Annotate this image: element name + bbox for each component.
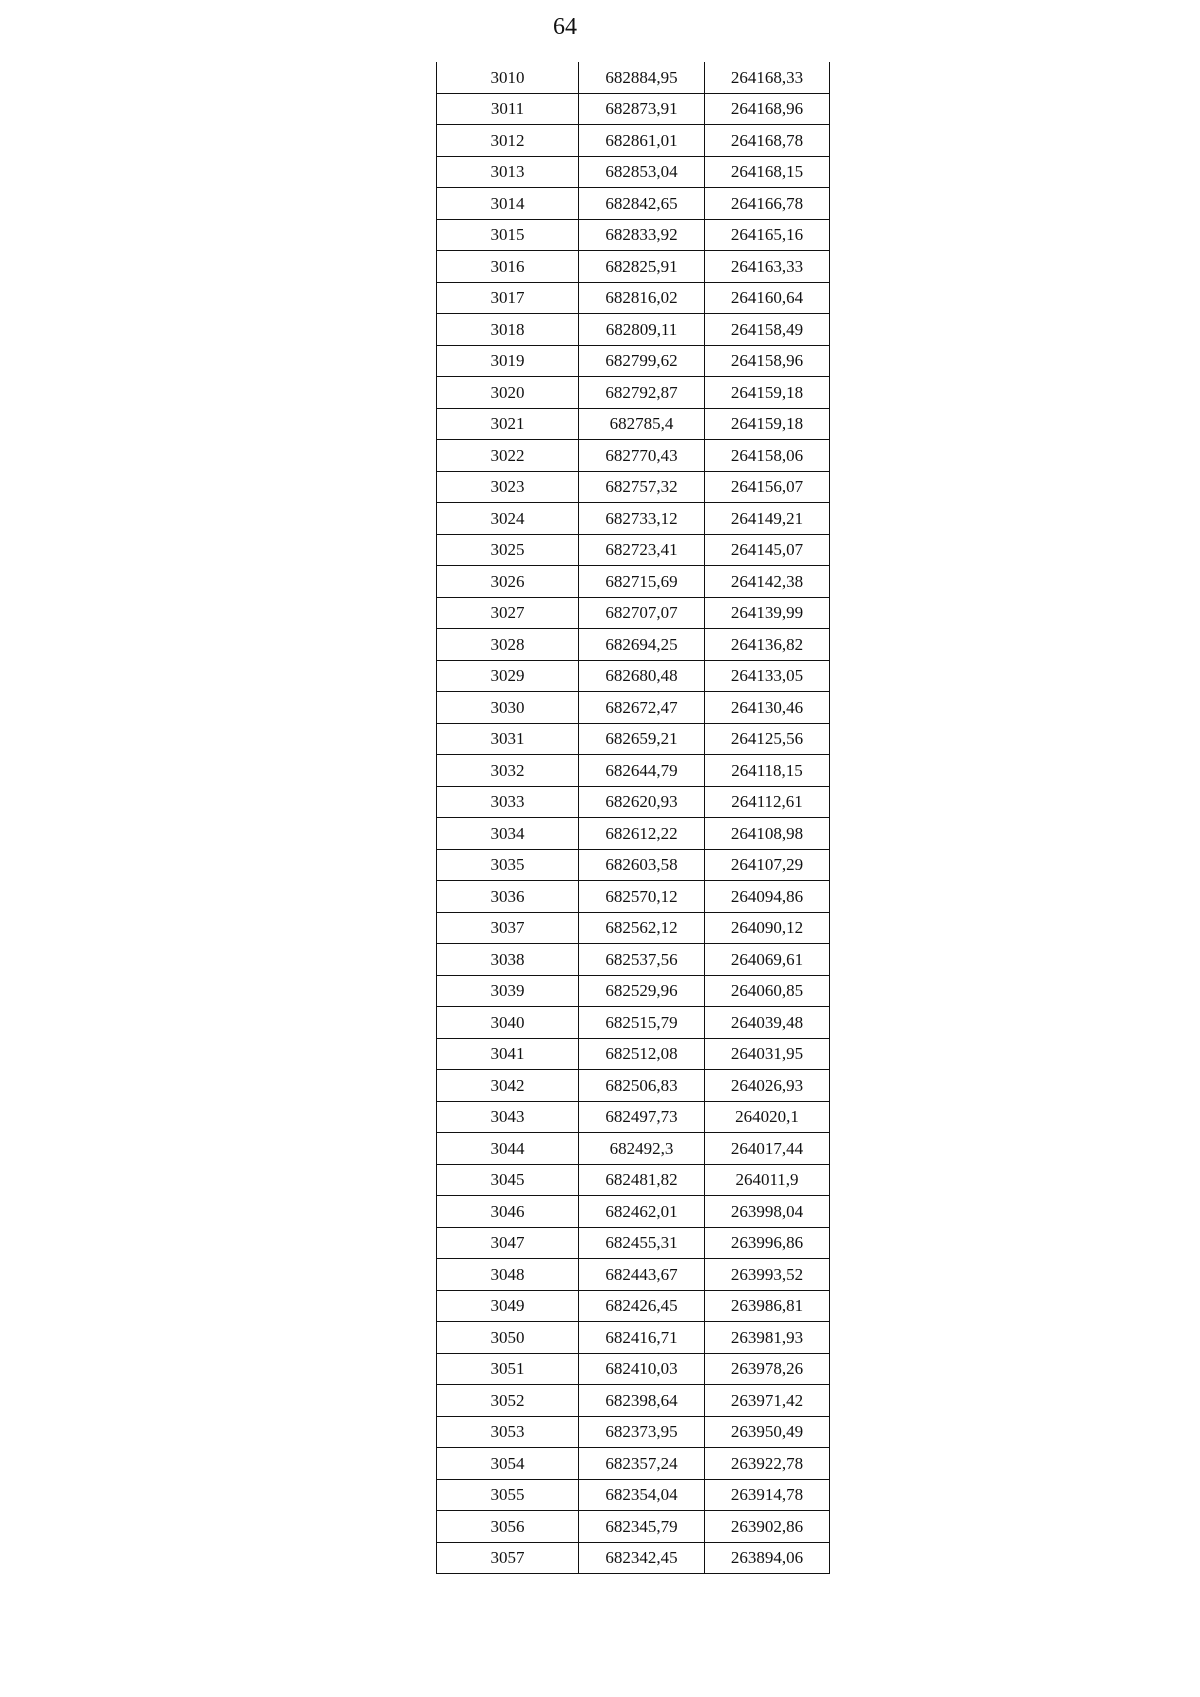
y-coordinate-cell: 264094,86 <box>705 881 830 913</box>
y-coordinate-cell: 264107,29 <box>705 849 830 881</box>
x-coordinate-cell: 682853,04 <box>579 156 705 188</box>
table-row <box>437 1070 830 1102</box>
x-coordinate-cell: 682825,91 <box>579 251 705 283</box>
x-coordinate-cell: 682659,21 <box>579 723 705 755</box>
point-number-cell: 3022 <box>437 440 579 472</box>
x-coordinate-cell: 682410,03 <box>579 1353 705 1385</box>
x-coordinate-cell: 682770,43 <box>579 440 705 472</box>
table-row <box>437 975 830 1007</box>
x-coordinate-cell: 682345,79 <box>579 1511 705 1543</box>
table-row <box>437 755 830 787</box>
table-row <box>437 503 830 535</box>
y-coordinate-cell: 264060,85 <box>705 975 830 1007</box>
table-row <box>437 1196 830 1228</box>
table-row <box>437 912 830 944</box>
x-coordinate-cell: 682562,12 <box>579 912 705 944</box>
y-coordinate-cell: 263978,26 <box>705 1353 830 1385</box>
point-number-cell: 3020 <box>437 377 579 409</box>
x-coordinate-cell: 682529,96 <box>579 975 705 1007</box>
point-number-cell: 3039 <box>437 975 579 1007</box>
x-coordinate-cell: 682492,3 <box>579 1133 705 1165</box>
point-number-cell: 3047 <box>437 1227 579 1259</box>
x-coordinate-cell: 682455,31 <box>579 1227 705 1259</box>
x-coordinate-cell: 682672,47 <box>579 692 705 724</box>
x-coordinate-cell: 682680,48 <box>579 660 705 692</box>
table-row <box>437 660 830 692</box>
table-row <box>437 1227 830 1259</box>
point-number-cell: 3049 <box>437 1290 579 1322</box>
x-coordinate-cell: 682809,11 <box>579 314 705 346</box>
point-number-cell: 3028 <box>437 629 579 661</box>
y-coordinate-cell: 263922,78 <box>705 1448 830 1480</box>
table-row <box>437 251 830 283</box>
coordinates-table <box>436 62 830 1574</box>
x-coordinate-cell: 682357,24 <box>579 1448 705 1480</box>
point-number-cell: 3057 <box>437 1542 579 1574</box>
table-row <box>437 723 830 755</box>
x-coordinate-cell: 682842,65 <box>579 188 705 220</box>
point-number-cell: 3012 <box>437 125 579 157</box>
y-coordinate-cell: 263971,42 <box>705 1385 830 1417</box>
x-coordinate-cell: 682644,79 <box>579 755 705 787</box>
point-number-cell: 3011 <box>437 93 579 125</box>
table-row <box>437 629 830 661</box>
y-coordinate-cell: 264130,46 <box>705 692 830 724</box>
table-row <box>437 692 830 724</box>
table-row <box>437 1322 830 1354</box>
x-coordinate-cell: 682861,01 <box>579 125 705 157</box>
x-coordinate-cell: 682398,64 <box>579 1385 705 1417</box>
point-number-cell: 3010 <box>437 62 579 93</box>
point-number-cell: 3018 <box>437 314 579 346</box>
x-coordinate-cell: 682506,83 <box>579 1070 705 1102</box>
x-coordinate-cell: 682694,25 <box>579 629 705 661</box>
y-coordinate-cell: 264168,96 <box>705 93 830 125</box>
point-number-cell: 3046 <box>437 1196 579 1228</box>
x-coordinate-cell: 682816,02 <box>579 282 705 314</box>
point-number-cell: 3044 <box>437 1133 579 1165</box>
point-number-cell: 3013 <box>437 156 579 188</box>
y-coordinate-cell: 264090,12 <box>705 912 830 944</box>
point-number-cell: 3048 <box>437 1259 579 1291</box>
table-row <box>437 1542 830 1574</box>
x-coordinate-cell: 682570,12 <box>579 881 705 913</box>
x-coordinate-cell: 682416,71 <box>579 1322 705 1354</box>
y-coordinate-cell: 263902,86 <box>705 1511 830 1543</box>
x-coordinate-cell: 682884,95 <box>579 62 705 93</box>
table-row <box>437 1038 830 1070</box>
point-number-cell: 3019 <box>437 345 579 377</box>
point-number-cell: 3023 <box>437 471 579 503</box>
y-coordinate-cell: 263998,04 <box>705 1196 830 1228</box>
table-row <box>437 408 830 440</box>
point-number-cell: 3038 <box>437 944 579 976</box>
y-coordinate-cell: 264142,38 <box>705 566 830 598</box>
y-coordinate-cell: 264133,05 <box>705 660 830 692</box>
y-coordinate-cell: 264125,56 <box>705 723 830 755</box>
table-row <box>437 314 830 346</box>
point-number-cell: 3034 <box>437 818 579 850</box>
point-number-cell: 3033 <box>437 786 579 818</box>
y-coordinate-cell: 263894,06 <box>705 1542 830 1574</box>
y-coordinate-cell: 264011,9 <box>705 1164 830 1196</box>
point-number-cell: 3027 <box>437 597 579 629</box>
x-coordinate-cell: 682354,04 <box>579 1479 705 1511</box>
point-number-cell: 3017 <box>437 282 579 314</box>
y-coordinate-cell: 263981,93 <box>705 1322 830 1354</box>
x-coordinate-cell: 682833,92 <box>579 219 705 251</box>
table-row <box>437 188 830 220</box>
table-row <box>437 62 830 93</box>
x-coordinate-cell: 682715,69 <box>579 566 705 598</box>
y-coordinate-cell: 264160,64 <box>705 282 830 314</box>
point-number-cell: 3051 <box>437 1353 579 1385</box>
table-row <box>437 345 830 377</box>
point-number-cell: 3024 <box>437 503 579 535</box>
point-number-cell: 3035 <box>437 849 579 881</box>
x-coordinate-cell: 682620,93 <box>579 786 705 818</box>
y-coordinate-cell: 264118,15 <box>705 755 830 787</box>
point-number-cell: 3030 <box>437 692 579 724</box>
y-coordinate-cell: 264039,48 <box>705 1007 830 1039</box>
table-row <box>437 786 830 818</box>
x-coordinate-cell: 682757,32 <box>579 471 705 503</box>
point-number-cell: 3054 <box>437 1448 579 1480</box>
point-number-cell: 3042 <box>437 1070 579 1102</box>
y-coordinate-cell: 264168,33 <box>705 62 830 93</box>
table-row <box>437 471 830 503</box>
x-coordinate-cell: 682443,67 <box>579 1259 705 1291</box>
y-coordinate-cell: 264031,95 <box>705 1038 830 1070</box>
point-number-cell: 3021 <box>437 408 579 440</box>
point-number-cell: 3045 <box>437 1164 579 1196</box>
table-row <box>437 156 830 188</box>
point-number-cell: 3029 <box>437 660 579 692</box>
table-row <box>437 849 830 881</box>
table-row <box>437 1133 830 1165</box>
point-number-cell: 3015 <box>437 219 579 251</box>
table-row <box>437 1353 830 1385</box>
point-number-cell: 3036 <box>437 881 579 913</box>
x-coordinate-cell: 682481,82 <box>579 1164 705 1196</box>
y-coordinate-cell: 264145,07 <box>705 534 830 566</box>
coordinates-table-body <box>437 62 830 1574</box>
point-number-cell: 3037 <box>437 912 579 944</box>
table-row <box>437 566 830 598</box>
y-coordinate-cell: 264149,21 <box>705 503 830 535</box>
table-row <box>437 1007 830 1039</box>
table-row <box>437 1448 830 1480</box>
y-coordinate-cell: 263914,78 <box>705 1479 830 1511</box>
point-number-cell: 3025 <box>437 534 579 566</box>
x-coordinate-cell: 682462,01 <box>579 1196 705 1228</box>
table-row <box>437 534 830 566</box>
point-number-cell: 3050 <box>437 1322 579 1354</box>
x-coordinate-cell: 682612,22 <box>579 818 705 850</box>
x-coordinate-cell: 682373,95 <box>579 1416 705 1448</box>
x-coordinate-cell: 682512,08 <box>579 1038 705 1070</box>
y-coordinate-cell: 263986,81 <box>705 1290 830 1322</box>
point-number-cell: 3056 <box>437 1511 579 1543</box>
point-number-cell: 3052 <box>437 1385 579 1417</box>
y-coordinate-cell: 264112,61 <box>705 786 830 818</box>
y-coordinate-cell: 264168,78 <box>705 125 830 157</box>
y-coordinate-cell: 264069,61 <box>705 944 830 976</box>
x-coordinate-cell: 682515,79 <box>579 1007 705 1039</box>
table-row <box>437 377 830 409</box>
y-coordinate-cell: 263996,86 <box>705 1227 830 1259</box>
x-coordinate-cell: 682799,62 <box>579 345 705 377</box>
point-number-cell: 3041 <box>437 1038 579 1070</box>
y-coordinate-cell: 264159,18 <box>705 377 830 409</box>
x-coordinate-cell: 682537,56 <box>579 944 705 976</box>
y-coordinate-cell: 263950,49 <box>705 1416 830 1448</box>
point-number-cell: 3014 <box>437 188 579 220</box>
point-number-cell: 3016 <box>437 251 579 283</box>
table-row <box>437 944 830 976</box>
x-coordinate-cell: 682497,73 <box>579 1101 705 1133</box>
table-row <box>437 881 830 913</box>
table-row <box>437 93 830 125</box>
y-coordinate-cell: 264020,1 <box>705 1101 830 1133</box>
table-row <box>437 1479 830 1511</box>
table-row <box>437 219 830 251</box>
point-number-cell: 3026 <box>437 566 579 598</box>
point-number-cell: 3040 <box>437 1007 579 1039</box>
table-row <box>437 440 830 472</box>
x-coordinate-cell: 682792,87 <box>579 377 705 409</box>
table-row <box>437 1259 830 1291</box>
y-coordinate-cell: 263993,52 <box>705 1259 830 1291</box>
point-number-cell: 3053 <box>437 1416 579 1448</box>
table-row <box>437 1101 830 1133</box>
y-coordinate-cell: 264026,93 <box>705 1070 830 1102</box>
y-coordinate-cell: 264168,15 <box>705 156 830 188</box>
table-row <box>437 1385 830 1417</box>
table-row <box>437 1164 830 1196</box>
table-row <box>437 125 830 157</box>
x-coordinate-cell: 682342,45 <box>579 1542 705 1574</box>
y-coordinate-cell: 264158,06 <box>705 440 830 472</box>
y-coordinate-cell: 264158,96 <box>705 345 830 377</box>
y-coordinate-cell: 264139,99 <box>705 597 830 629</box>
point-number-cell: 3031 <box>437 723 579 755</box>
table-row <box>437 282 830 314</box>
y-coordinate-cell: 264017,44 <box>705 1133 830 1165</box>
x-coordinate-cell: 682873,91 <box>579 93 705 125</box>
y-coordinate-cell: 264159,18 <box>705 408 830 440</box>
x-coordinate-cell: 682603,58 <box>579 849 705 881</box>
table-row <box>437 1290 830 1322</box>
y-coordinate-cell: 264165,16 <box>705 219 830 251</box>
y-coordinate-cell: 264108,98 <box>705 818 830 850</box>
table-row <box>437 1416 830 1448</box>
y-coordinate-cell: 264158,49 <box>705 314 830 346</box>
point-number-cell: 3043 <box>437 1101 579 1133</box>
x-coordinate-cell: 682723,41 <box>579 534 705 566</box>
page-number: 64 <box>553 14 577 40</box>
y-coordinate-cell: 264163,33 <box>705 251 830 283</box>
y-coordinate-cell: 264156,07 <box>705 471 830 503</box>
table-row <box>437 1511 830 1543</box>
y-coordinate-cell: 264136,82 <box>705 629 830 661</box>
point-number-cell: 3055 <box>437 1479 579 1511</box>
table-row <box>437 597 830 629</box>
x-coordinate-cell: 682426,45 <box>579 1290 705 1322</box>
x-coordinate-cell: 682733,12 <box>579 503 705 535</box>
table-row <box>437 818 830 850</box>
y-coordinate-cell: 264166,78 <box>705 188 830 220</box>
x-coordinate-cell: 682707,07 <box>579 597 705 629</box>
x-coordinate-cell: 682785,4 <box>579 408 705 440</box>
point-number-cell: 3032 <box>437 755 579 787</box>
